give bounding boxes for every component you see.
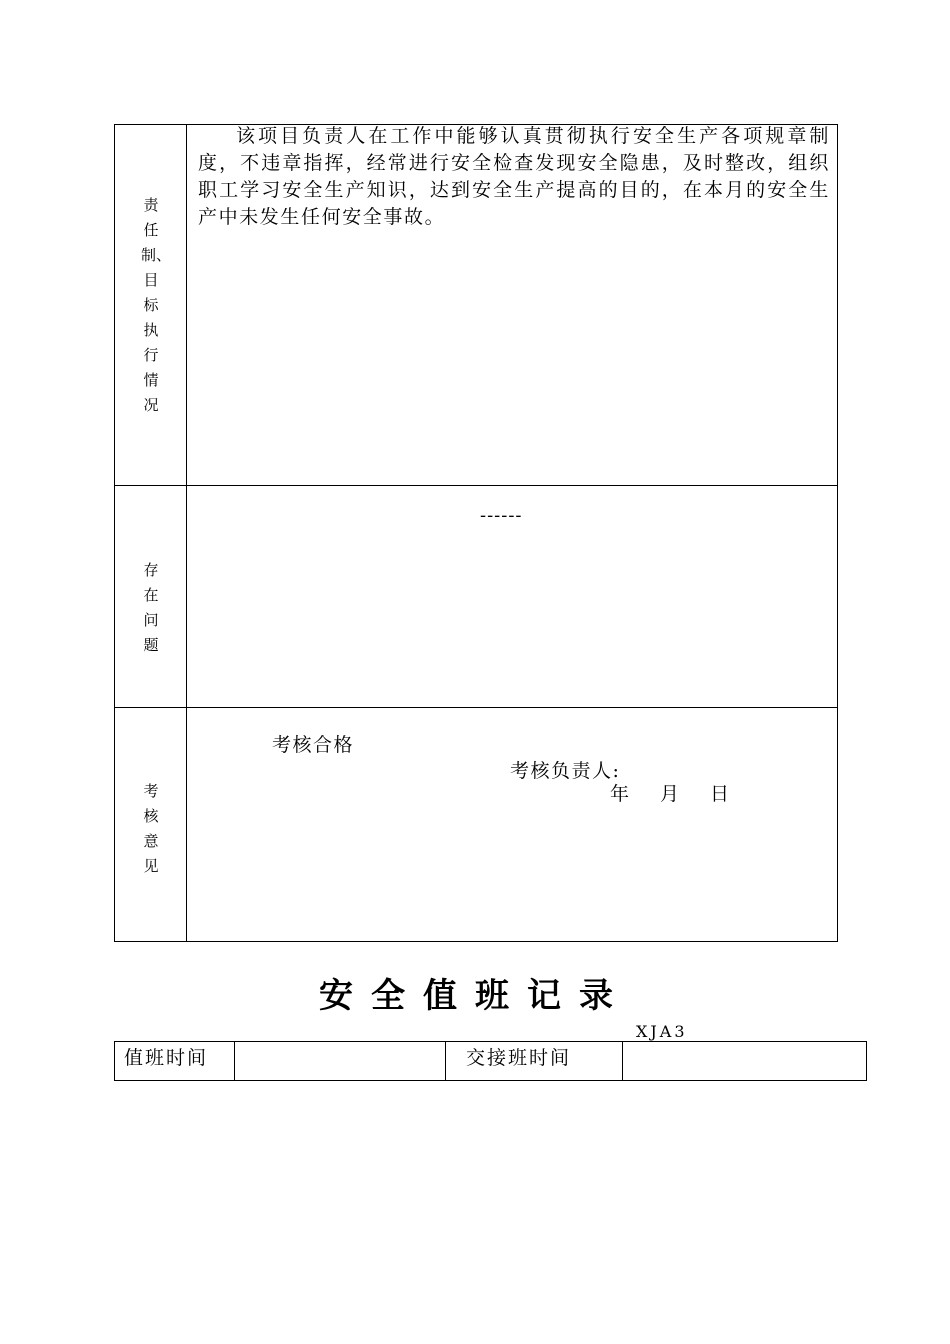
handover-time-field[interactable] [628, 1043, 862, 1077]
duty-col-divider-1 [234, 1041, 235, 1081]
issues-label: 存 在 问 题 [143, 561, 159, 654]
row-divider-2 [114, 707, 838, 708]
responsibility-label: 责 任 制、 目 标 执 行 情 况 [140, 196, 171, 414]
label-column-divider [186, 124, 187, 942]
opinion-label: 考 核 意 见 [143, 782, 159, 875]
reviewer-label: 考核负责人: [510, 760, 621, 782]
row-divider-1 [114, 485, 838, 486]
assessment-result: 考核合格 [272, 734, 355, 756]
form-code: XJA3 [636, 1022, 688, 1041]
duty-col-divider-3 [622, 1041, 623, 1081]
handover-time-label: 交接班时间 [466, 1047, 572, 1069]
duty-time-label: 值班时间 [124, 1047, 209, 1069]
date-label: 年 月 日 [610, 783, 736, 805]
assessment-table [114, 124, 838, 942]
duty-col-divider-2 [445, 1041, 446, 1081]
duty-time-field[interactable] [240, 1043, 440, 1077]
responsibility-content: 该项目负责人在工作中能够认真贯彻执行安全生产各项规章制度，不违章指挥，经常进行安全检查发现安全隐患，及时整改，组织职工学习安全生产知识，达到安全生产提高的目的，在本月的安全生产中未发生任何安全事故。 [198, 125, 830, 228]
issues-content: ------ [480, 505, 523, 526]
duty-record-title: 安全值班记录 [319, 976, 631, 1016]
